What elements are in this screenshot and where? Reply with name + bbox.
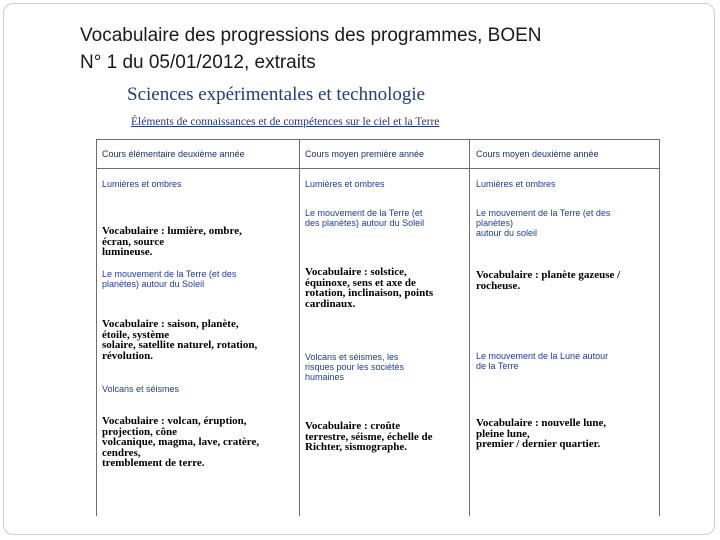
- header-cm2: Cours moyen deuxième année: [476, 149, 599, 159]
- slide-title-line-1: Vocabulaire des progressions des programmes, BOEN: [80, 25, 542, 46]
- ce2-vocab-earth-motion: Vocabulaire : saison, planète, étoile, système solaire, satellite naturel, rotation, révolution.: [102, 318, 258, 362]
- progression-table: [96, 139, 660, 516]
- header-cm1: Cours moyen première année: [305, 149, 425, 159]
- cm2-vocab-moon-motion: Vocabulaire : nouvelle lune, pleine lune, premier / dernier quartier.: [476, 417, 607, 450]
- ce2-section-volcanoes: Volcans et séismes: [102, 384, 180, 394]
- cm1-vocab-earth-motion: Vocabulaire : solstice, équinoxe, sens et axe de rotation, inclinaison, points cardinaux.: [305, 266, 434, 310]
- cm2-section-earth-motion: Le mouvement de la Terre (et des planètes) autour du soleil: [476, 208, 611, 238]
- table-divider-2: [469, 139, 470, 516]
- ce2-vocab-light: Vocabulaire : lumière, ombre, écran, source lumineuse.: [102, 225, 242, 258]
- slide-title: [80, 22, 680, 76]
- cm1-section-volcanoes: Volcans et séismes, les risques pour les sociétés humaines: [305, 352, 405, 382]
- cm1-section-earth-motion: Le mouvement de la Terre (et des planètes) autour du Soleil: [305, 208, 425, 228]
- cm2-vocab-earth-motion: Vocabulaire : planète gazeuse / rocheuse.: [476, 269, 621, 292]
- table-border-right: [659, 139, 660, 516]
- cm2-section-light: Lumières et ombres: [476, 179, 556, 189]
- header-ce2: Cours élémentaire deuxième année: [102, 149, 245, 159]
- cm1-vocab-volcanoes: Vocabulaire : croûte terrestre, séisme, échelle de Richter, sismographe.: [305, 420, 433, 453]
- cm2-section-moon-motion: Le mouvement de la Lune autour de la Terre: [476, 351, 609, 371]
- ce2-vocab-volcanoes: Vocabulaire : volcan, éruption, projection, cône volcanique, magma, lave, cratère, cendres, tremblement de terre.: [102, 415, 260, 469]
- cm1-section-light: Lumières et ombres: [305, 179, 385, 189]
- document-heading: Sciences expérimentales et technologie: [127, 84, 426, 105]
- table-divider-1: [299, 139, 300, 516]
- slide-title-line-2: N° 1 du 05/01/2012, extraits: [80, 52, 316, 73]
- table-border-left: [96, 139, 97, 516]
- document-subheading: Éléments de connaissances et de compétences sur le ciel et la Terre: [131, 116, 440, 128]
- ce2-section-light: Lumières et ombres: [102, 179, 182, 189]
- table-border-top: [96, 139, 660, 140]
- table-header-divider: [96, 168, 660, 169]
- ce2-section-earth-motion: Le mouvement de la Terre (et des planètes) autour du Soleil: [102, 269, 237, 289]
